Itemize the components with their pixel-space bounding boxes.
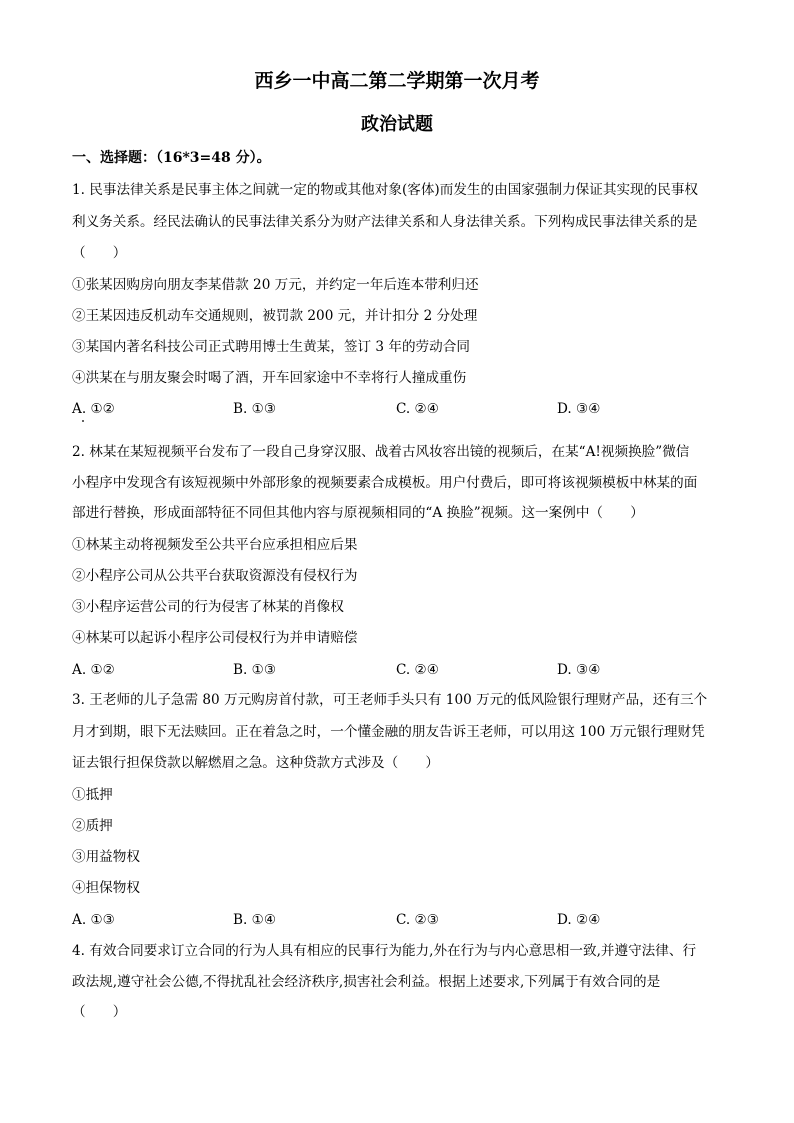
- q3-option-b: B. ①④: [233, 912, 277, 928]
- section-heading: 一、选择题：（16*3=48 分）。: [72, 150, 271, 166]
- q1-stem-line: 利义务关系。经民法确认的民事法律关系分为财产法律关系和人身法律关系。下列构成民事法律关系的是: [72, 214, 698, 230]
- q1-stem-line: 1. 民事法律关系是民事主体之间就一定的物或其他对象(客体)而发生的由国家强制力保证其实现的民事权: [72, 182, 699, 198]
- q2-stem-line: 2. 林某在某短视频平台发布了一段自己身穿汉服、战着古风妆容出镜的视频后，在某“A!视频换脸”微信: [72, 444, 690, 460]
- q3-item: ④担保物权: [72, 880, 140, 896]
- q2-option-d: D. ③④: [557, 662, 601, 678]
- stray-dot: [82, 420, 84, 422]
- q3-item: ③用益物权: [72, 849, 140, 865]
- q3-option-d: D. ②④: [557, 912, 601, 928]
- q3-stem-line: 证去银行担保贷款以解燃眉之急。这种贷款方式涉及（ ）: [72, 755, 440, 771]
- exam-subtitle: 政治试题: [361, 114, 433, 135]
- q4-stem-line: 政法规,遵守社会公德,不得扰乱社会经济秩序,损害社会利益。根据上述要求,下列属于有效合同的是: [72, 974, 661, 990]
- exam-title: 西乡一中高二第二学期第一次月考: [254, 70, 540, 92]
- q2-stem-line: 部进行替换，形成面部特征不同但其他内容与原视频相同的“A 换脸”视频。这一案例中（ ）: [72, 505, 644, 521]
- q1-option-a: A. ①②: [72, 401, 115, 417]
- q2-item: ③小程序运营公司的行为侵害了林某的肖像权: [72, 599, 344, 615]
- q3-stem-line: 月才到期，眼下无法赎回。正在着急之时，一个懂金融的朋友告诉王老师，可以用这 100 万元银行理财凭: [72, 724, 705, 740]
- q2-stem-line: 小程序中发现含有该短视频中外部形象的视频要素合成模板。用户付费后，即可将该视频模板中林某的面: [72, 475, 698, 491]
- q1-item: ③某国内著名科技公司正式聘用博士生黄某，签订 3 年的劳动合同: [72, 339, 470, 355]
- q3-item: ②质押: [72, 818, 113, 834]
- q1-option-d: D. ③④: [557, 401, 601, 417]
- q4-stem-line: 4. 有效合同要求订立合同的行为人具有相应的民事行为能力,外在行为与内心意思相一致,并遵守法律、行: [72, 943, 697, 959]
- q1-item: ④洪某在与朋友聚会时喝了酒，开车回家途中不幸将行人撞成重伤: [72, 370, 467, 386]
- q2-item: ④林某可以起诉小程序公司侵权行为并申请赔偿: [72, 630, 358, 646]
- q2-item: ②小程序公司从公共平台获取资源没有侵权行为: [72, 568, 358, 584]
- q1-item: ①张某因购房向朋友李某借款 20 万元，并约定一年后连本带利归还: [72, 277, 479, 293]
- q2-option-c: C. ②④: [396, 662, 439, 678]
- q1-item: ②王某因违反机动车交通规则，被罚款 200 元，并计扣分 2 分处理: [72, 308, 478, 324]
- q1-stem-line: （ ）: [72, 245, 127, 261]
- q3-option-c: C. ②③: [396, 912, 439, 928]
- q2-option-b: B. ①③: [233, 662, 277, 678]
- q2-option-a: A. ①②: [72, 662, 115, 678]
- q1-option-b: B. ①③: [233, 401, 277, 417]
- q2-item: ①林某主动将视频发至公共平台应承担相应后果: [72, 537, 358, 553]
- q4-stem-line: （ ）: [72, 1004, 127, 1020]
- q3-stem-line: 3. 王老师的儿子急需 80 万元购房首付款，可王老师手头只有 100 万元的低风险银行理财产品，还有三个: [72, 692, 708, 708]
- q3-option-a: A. ①③: [72, 912, 115, 928]
- q3-item: ①抵押: [72, 787, 113, 803]
- q1-option-c: C. ②④: [396, 401, 439, 417]
